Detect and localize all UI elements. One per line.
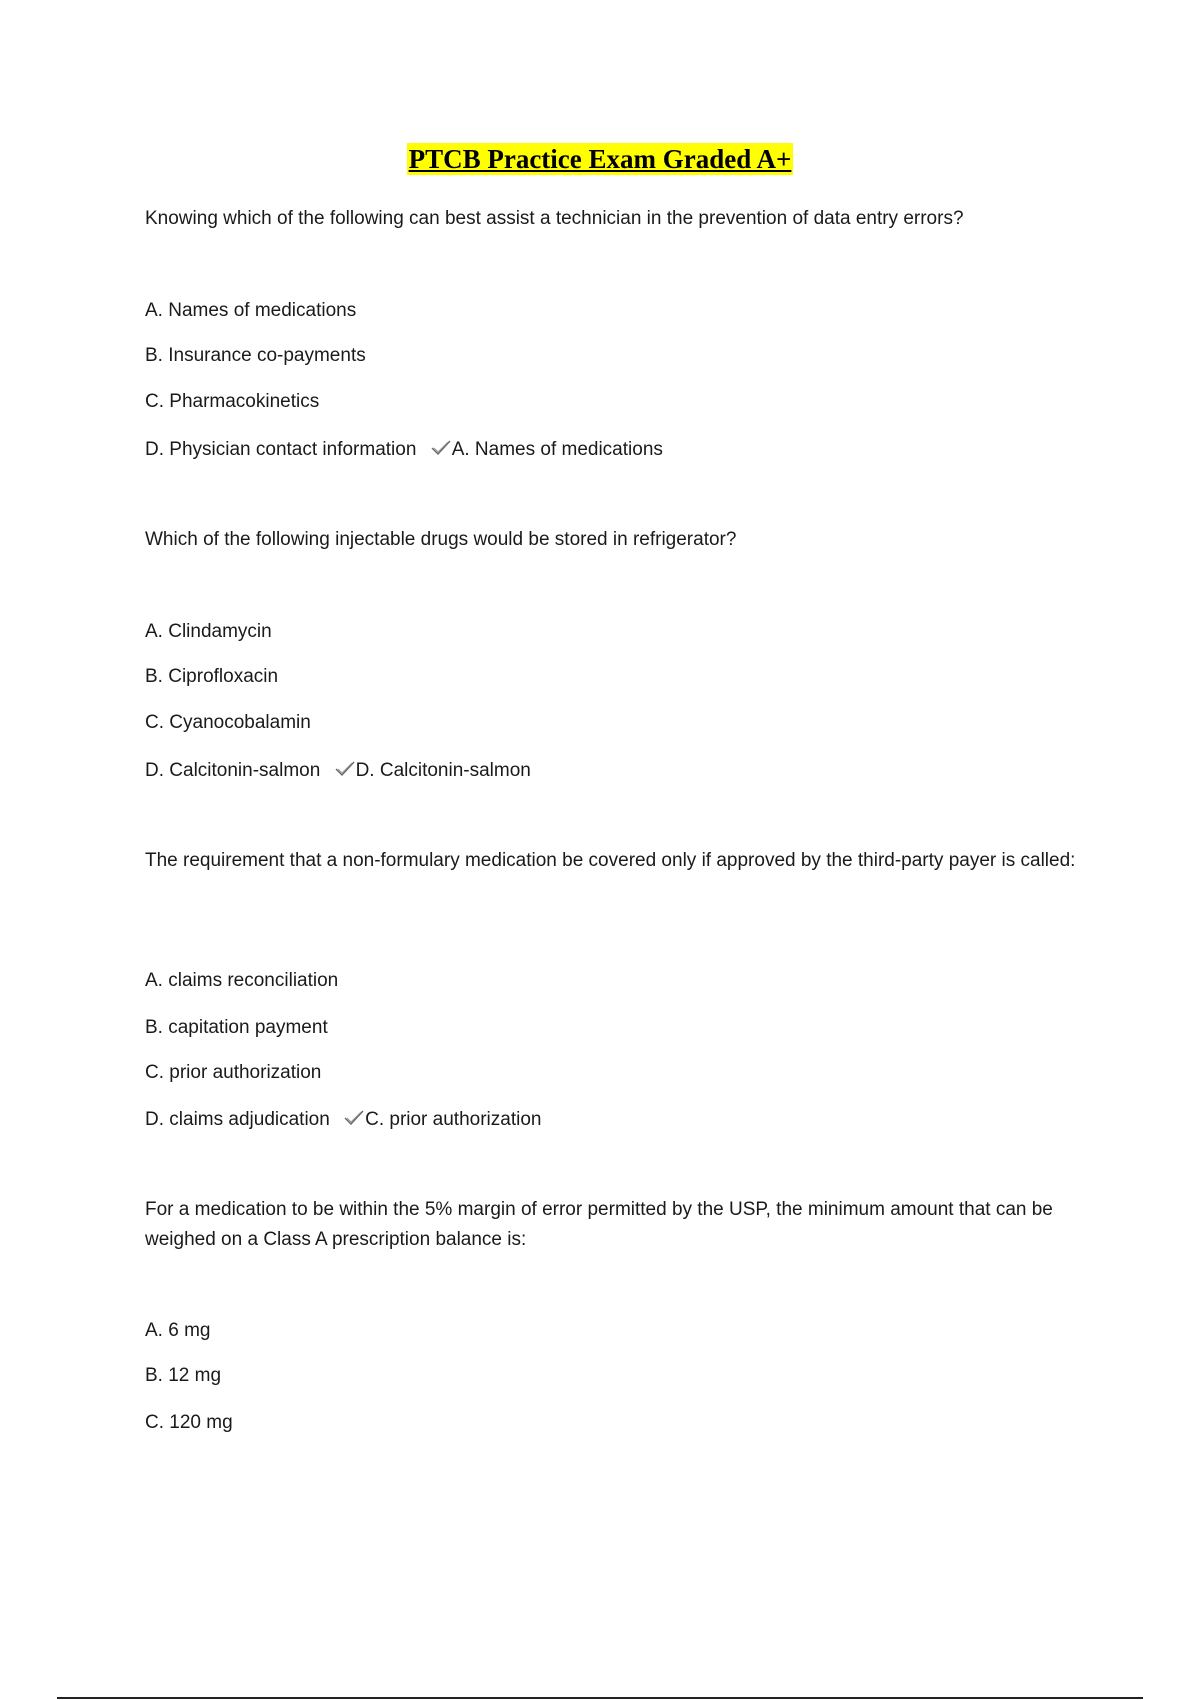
option: A. claims reconciliation xyxy=(145,970,339,991)
option: C. Pharmacokinetics xyxy=(145,391,320,412)
footer-divider xyxy=(57,1697,1143,1699)
correct-answer: C. prior authorization xyxy=(365,1109,542,1130)
option: C. prior authorization xyxy=(145,1062,322,1083)
option: B. Insurance co-payments xyxy=(145,345,366,366)
document-title: PTCB Practice Exam Graded A+ xyxy=(408,144,792,174)
option-text: D. Physician contact information xyxy=(145,439,417,460)
checkmark-icon xyxy=(430,439,452,457)
option-text: D. claims adjudication xyxy=(145,1109,330,1130)
question-3 xyxy=(145,846,1080,876)
option: A. 6 mg xyxy=(145,1320,211,1341)
option-text: D. Calcitonin-salmon xyxy=(145,760,321,781)
correct-answer: D. Calcitonin-salmon xyxy=(355,760,531,781)
question-text: For a medication to be within the 5% margin of error permitted by the USP, the minimum amount that can be weighed on a Class A prescription balance is: xyxy=(145,1199,1053,1250)
option: C. 120 mg xyxy=(145,1412,233,1433)
option-with-answer xyxy=(145,1107,541,1133)
option: B. capitation payment xyxy=(145,1017,328,1038)
question-text: Knowing which of the following can best assist a technician in the prevention of data entry errors? xyxy=(145,208,964,229)
question-text: Which of the following injectable drugs would be stored in refrigerator? xyxy=(145,529,737,550)
option-with-answer xyxy=(145,437,663,463)
question-text: The requirement that a non-formulary medication be covered only if approved by the third-party payer is called: xyxy=(145,850,1076,871)
option: A. Clindamycin xyxy=(145,621,272,642)
question-2 xyxy=(145,525,1080,555)
option: B. Ciprofloxacin xyxy=(145,666,279,687)
title-wrap xyxy=(0,143,1200,175)
correct-answer: A. Names of medications xyxy=(451,439,663,460)
question-4 xyxy=(145,1195,1080,1255)
checkmark-icon xyxy=(343,1109,365,1127)
option-with-answer xyxy=(145,758,531,784)
checkmark-icon xyxy=(334,760,356,778)
option: C. Cyanocobalamin xyxy=(145,712,311,733)
question-1 xyxy=(145,204,1080,234)
option: A. Names of medications xyxy=(145,300,357,321)
option: B. 12 mg xyxy=(145,1365,222,1386)
